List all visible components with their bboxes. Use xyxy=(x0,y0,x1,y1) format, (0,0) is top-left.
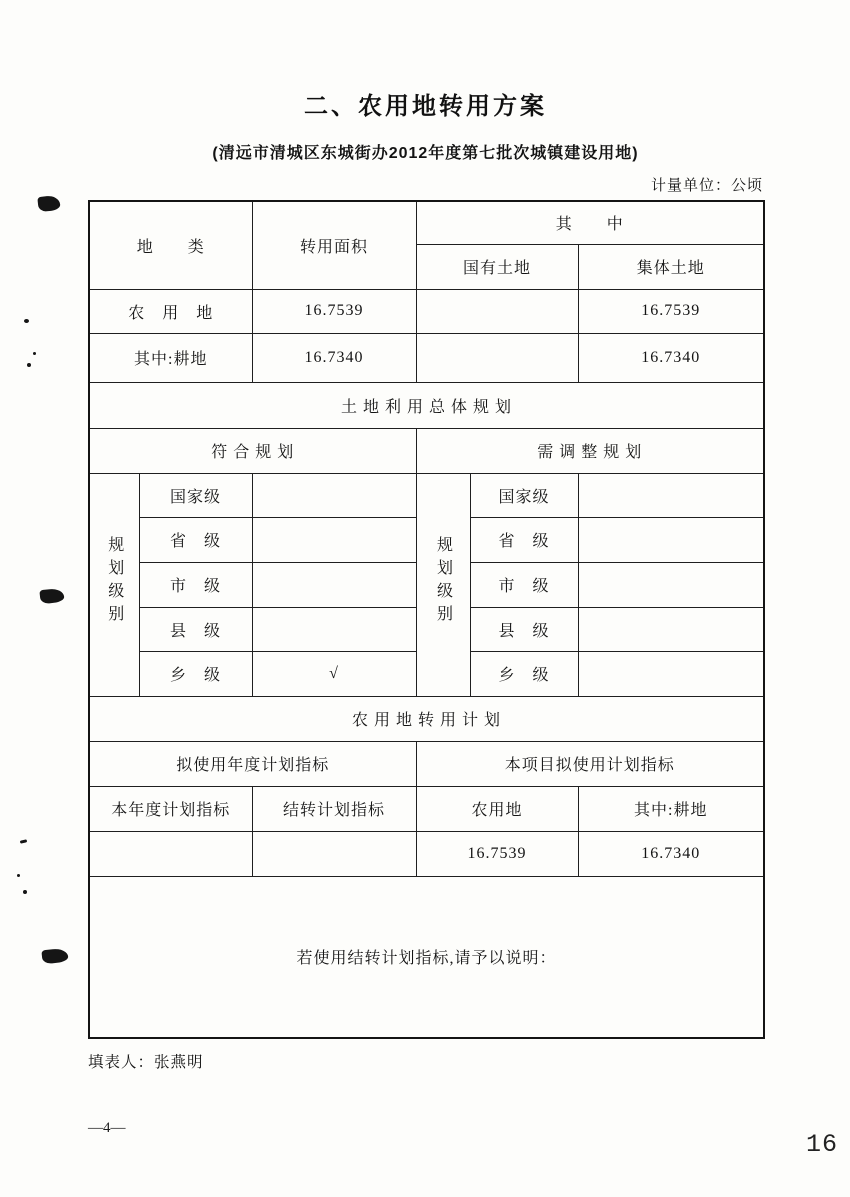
row-agri-collective: 16.7539 xyxy=(578,289,764,333)
header-annual-quota: 拟使用年度计划指标 xyxy=(89,741,416,786)
document-subtitle: (清远市清城区东城街办2012年度第七批次城镇建设用地) xyxy=(212,145,639,162)
adjust-level-city: 市 级 xyxy=(470,562,578,607)
value-carryover-quota xyxy=(252,831,416,876)
value-agri-land: 16.7539 xyxy=(416,831,578,876)
adjust-value-township xyxy=(578,651,764,696)
row-agri-area: 16.7539 xyxy=(252,289,416,333)
adjust-value-province xyxy=(578,517,764,562)
comply-level-township: 乡 级 xyxy=(139,651,252,696)
comply-value-city xyxy=(252,562,416,607)
ink-dot xyxy=(17,874,20,877)
comply-level-axis xyxy=(89,473,139,696)
col-agri-land: 农用地 xyxy=(416,786,578,831)
ink-dot xyxy=(27,363,31,367)
ink-dash xyxy=(20,839,27,843)
row-arable-state-owned xyxy=(416,333,578,382)
carryover-note-prompt: 若使用结转计划指标,请予以说明： xyxy=(89,876,764,1038)
ink-smudge xyxy=(37,195,60,212)
table-row xyxy=(89,333,764,382)
col-carryover-quota: 结转计划指标 xyxy=(252,786,416,831)
col-arable-land: 其中:耕地 xyxy=(578,786,764,831)
adjust-value-county xyxy=(578,607,764,651)
ink-dot xyxy=(23,890,27,894)
table-row xyxy=(89,831,764,876)
comply-level-city: 市 级 xyxy=(139,562,252,607)
row-agri-state-owned xyxy=(416,289,578,333)
ink-dot xyxy=(24,319,29,323)
col-current-year-quota: 本年度计划指标 xyxy=(89,786,252,831)
header-conversion-area: 转用面积 xyxy=(252,201,416,289)
comply-value-province xyxy=(252,517,416,562)
comply-level-county: 县 级 xyxy=(139,607,252,651)
adjust-level-township: 乡 级 xyxy=(470,651,578,696)
land-conversion-form-table xyxy=(88,200,765,1039)
document-title: 二、农用地转用方案 xyxy=(304,93,547,120)
ink-smudge xyxy=(39,588,64,604)
adjust-level-axis xyxy=(416,473,470,696)
header-among-which: 其 中 xyxy=(416,201,764,244)
value-current-year-quota xyxy=(89,831,252,876)
comply-level-national: 国家级 xyxy=(139,473,252,517)
comply-value-county xyxy=(252,607,416,651)
adjust-level-national: 国家级 xyxy=(470,473,578,517)
adjust-level-county: 县 级 xyxy=(470,607,578,651)
unit-note: 计量单位：公顷 xyxy=(650,178,763,194)
section-master-plan: 土 地 利 用 总 体 规 划 xyxy=(89,382,764,428)
table-row xyxy=(89,473,764,517)
adjust-level-province: 省 级 xyxy=(470,517,578,562)
table-row xyxy=(89,289,764,333)
ink-dot xyxy=(33,352,36,355)
header-land-type: 地 类 xyxy=(89,201,252,289)
adjust-value-national xyxy=(578,473,764,517)
ink-smudge xyxy=(41,948,68,965)
page-number-marker: —4— xyxy=(88,1120,126,1136)
comply-level-province: 省 级 xyxy=(139,517,252,562)
row-arable-area: 16.7340 xyxy=(252,333,416,382)
vertical-label: 规划级别 xyxy=(434,536,452,628)
row-agri-label: 农 用 地 xyxy=(89,289,252,333)
comply-value-national xyxy=(252,473,416,517)
preparer-line: 填表人：张燕明 xyxy=(88,1054,204,1071)
vertical-label: 规划级别 xyxy=(105,536,123,628)
row-arable-collective: 16.7340 xyxy=(578,333,764,382)
header-project-quota: 本项目拟使用计划指标 xyxy=(416,741,764,786)
header-comply-plan: 符 合 规 划 xyxy=(89,428,416,473)
comply-value-township-checkmark: √ xyxy=(252,651,416,696)
header-state-owned: 国有土地 xyxy=(416,244,578,289)
adjust-value-city xyxy=(578,562,764,607)
header-adjust-plan: 需 调 整 规 划 xyxy=(416,428,764,473)
corner-page-number-stamp: 16 xyxy=(806,1130,839,1159)
section-conversion-plan: 农 用 地 转 用 计 划 xyxy=(89,696,764,741)
header-collective: 集体土地 xyxy=(578,244,764,289)
row-arable-label: 其中:耕地 xyxy=(89,333,252,382)
value-arable-land: 16.7340 xyxy=(578,831,764,876)
